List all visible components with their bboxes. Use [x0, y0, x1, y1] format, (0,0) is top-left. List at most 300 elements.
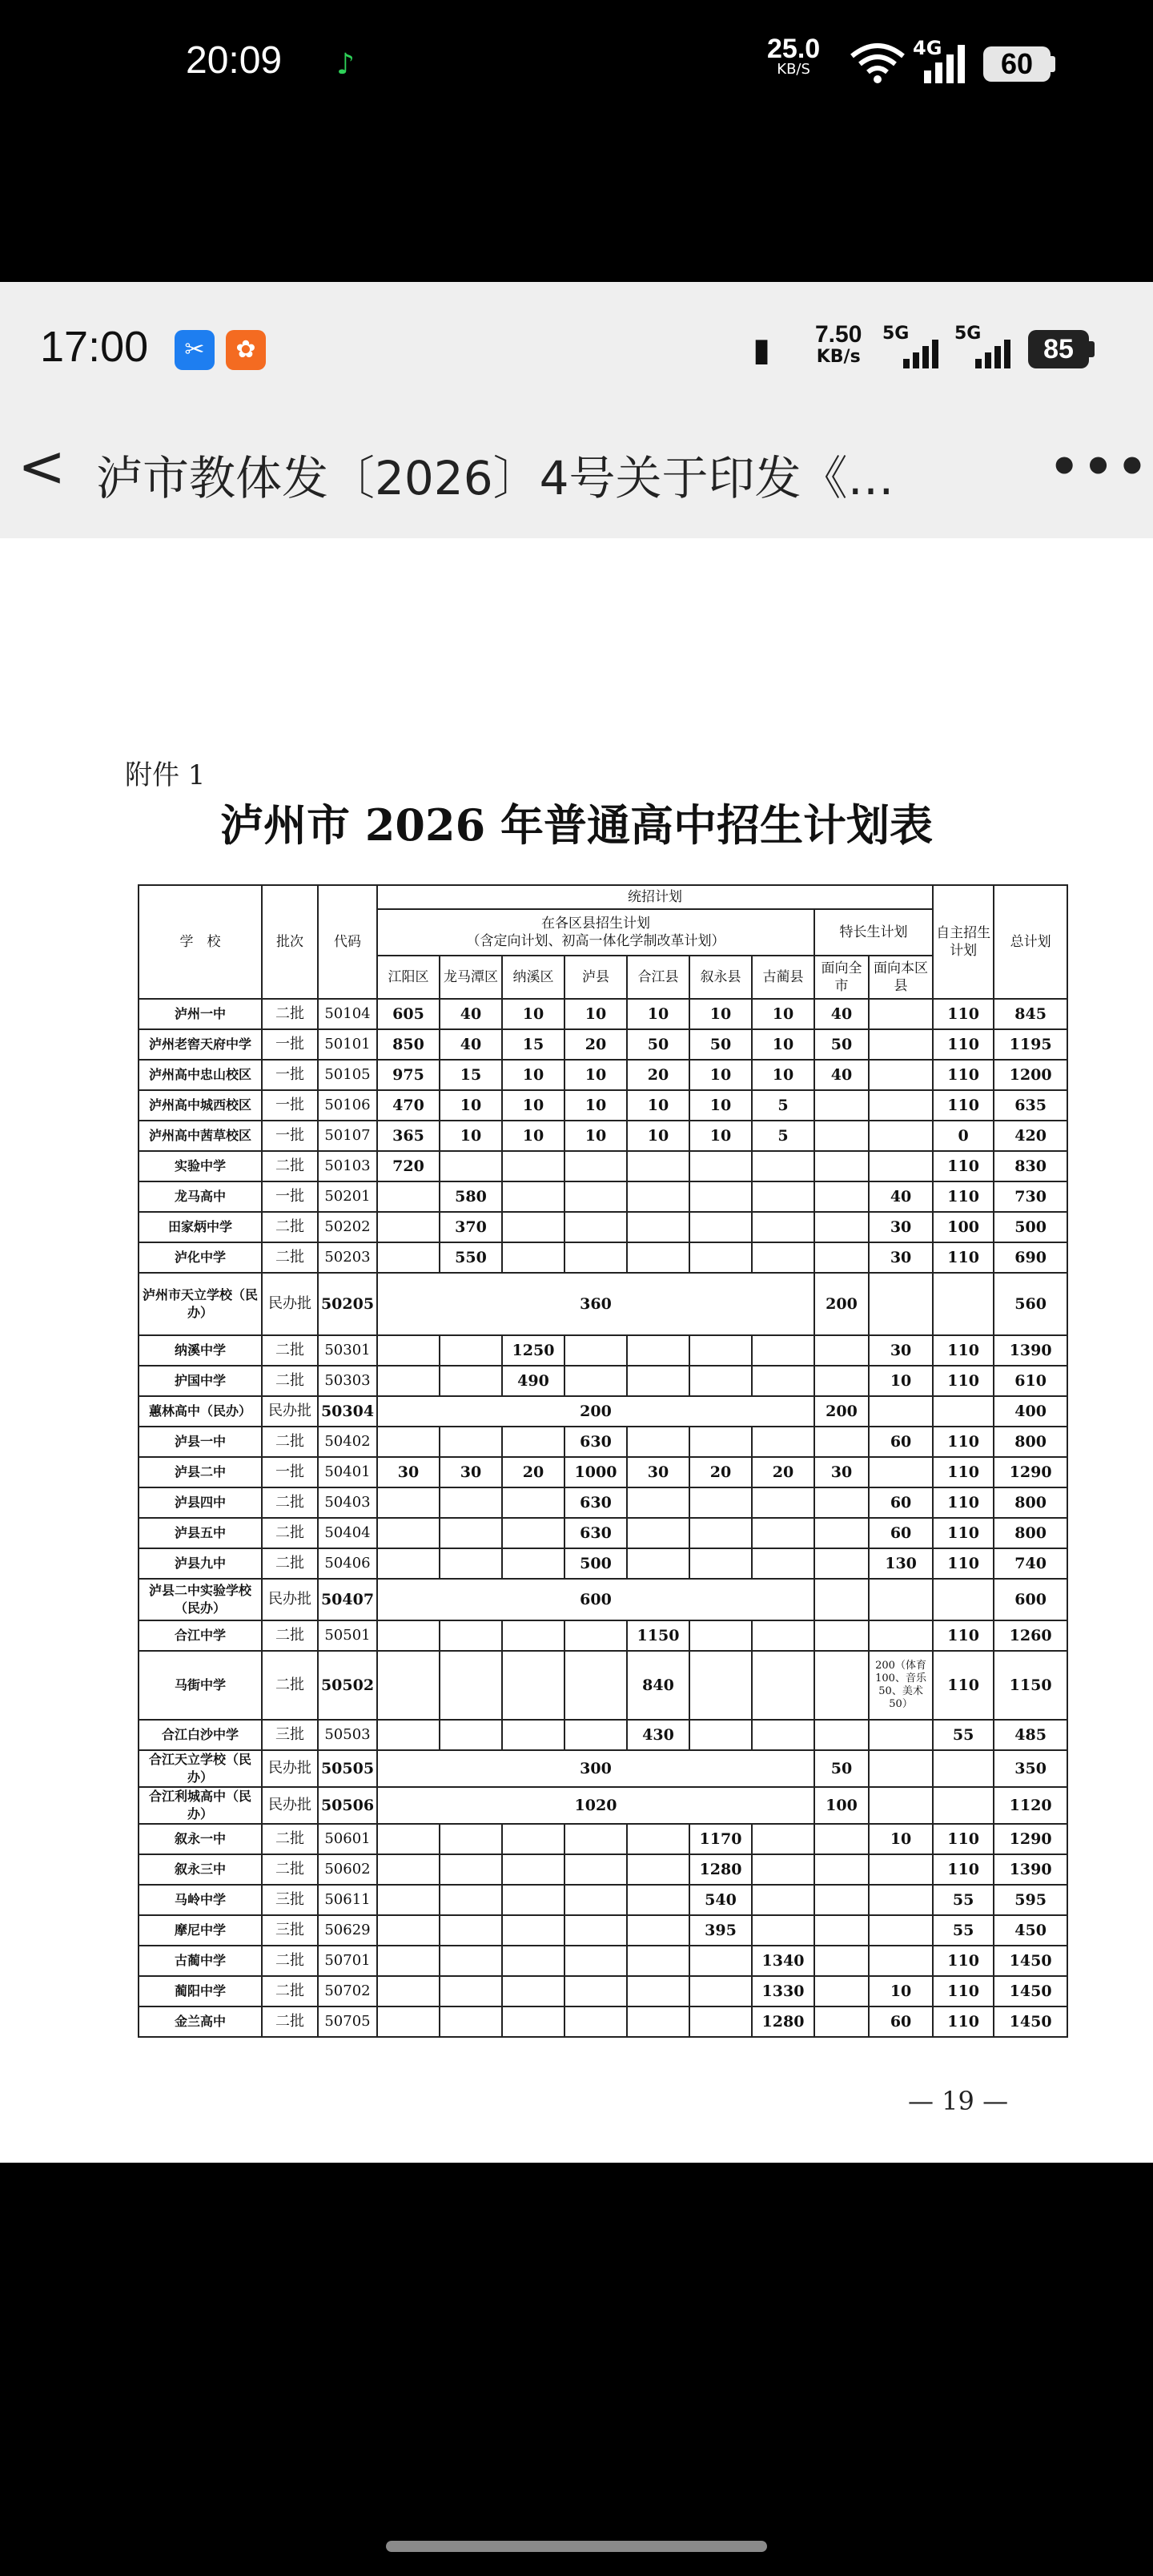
table-cell: 二批: [262, 1976, 318, 2006]
table-cell: 110: [933, 1620, 994, 1651]
table-cell: 130: [869, 1548, 933, 1579]
table-cell: [502, 1651, 564, 1720]
school-name-cell: 金兰高中: [139, 2006, 262, 2037]
table-cell: 470: [377, 1090, 440, 1121]
table-cell: 110: [933, 1335, 994, 1366]
table-cell: 二批: [262, 1366, 318, 1396]
table-cell: [377, 1824, 440, 1854]
table-cell: 110: [933, 1151, 994, 1181]
table-cell: [814, 1548, 869, 1579]
school-name-cell: 护国中学: [139, 1366, 262, 1396]
table-cell: [564, 1181, 627, 1212]
table-cell: 1280: [752, 2006, 814, 2037]
sim2-label: 5G: [954, 324, 982, 344]
table-cell: 55: [933, 1885, 994, 1915]
table-cell: 50701: [318, 1946, 377, 1976]
table-row: [139, 1273, 1067, 1335]
school-name-cell: 摩尼中学: [139, 1915, 262, 1946]
table-cell: 1120: [994, 1787, 1067, 1824]
table-row: [139, 1976, 1067, 2006]
table-cell: 10: [502, 1121, 564, 1151]
school-name-cell: 马岭中学: [139, 1885, 262, 1915]
table-cell: 60: [869, 1427, 933, 1457]
table-cell: [689, 1720, 752, 1750]
table-cell: [689, 1427, 752, 1457]
table-cell: 三批: [262, 1915, 318, 1946]
table-row: [139, 1457, 1067, 1487]
table-cell: [377, 2006, 440, 2037]
table-row: [139, 1651, 1067, 1720]
table-cell: 50702: [318, 1976, 377, 2006]
table-cell: [440, 1487, 502, 1518]
table-cell: 二批: [262, 1518, 318, 1548]
table-cell: [377, 1720, 440, 1750]
table-cell: [377, 1946, 440, 1976]
table-cell: 730: [994, 1181, 1067, 1212]
table-cell: [689, 1366, 752, 1396]
table-cell: [502, 1242, 564, 1273]
table-cell: 三批: [262, 1720, 318, 1750]
table-cell: 50402: [318, 1427, 377, 1457]
header-district-3: 泸县: [564, 956, 627, 999]
table-cell: 110: [933, 1366, 994, 1396]
table-row: [139, 2006, 1067, 2037]
header-code: 代码: [318, 885, 377, 999]
school-name-cell: 合江中学: [139, 1620, 262, 1651]
table-cell: 10: [869, 1366, 933, 1396]
school-name-cell: 泸化中学: [139, 1242, 262, 1273]
header-district-1: 龙马潭区: [440, 956, 502, 999]
vibrate-icon: ▮: [753, 332, 771, 368]
table-cell: 二批: [262, 2006, 318, 2037]
table-cell: 50202: [318, 1212, 377, 1242]
table-cell: [627, 1242, 689, 1273]
table-cell: 三批: [262, 1885, 318, 1915]
table-cell: 民办批: [262, 1787, 318, 1824]
school-name-cell: 泸州一中: [139, 999, 262, 1029]
table-cell: [440, 1366, 502, 1396]
table-cell: [377, 1212, 440, 1242]
table-cell: 10: [752, 1029, 814, 1060]
table-cell: 40: [814, 999, 869, 1029]
app-notification-icon: ✂: [175, 330, 215, 370]
table-cell: [627, 1915, 689, 1946]
table-cell: [689, 1548, 752, 1579]
table-cell: 550: [440, 1242, 502, 1273]
school-name-cell: 叙永一中: [139, 1824, 262, 1854]
table-cell: 二批: [262, 1151, 318, 1181]
wifi-icon: [849, 42, 906, 83]
table-cell: 10: [689, 1060, 752, 1090]
table-cell: [627, 1854, 689, 1885]
table-cell: [689, 1335, 752, 1366]
table-cell: [869, 1457, 933, 1487]
table-cell: 400: [994, 1396, 1067, 1427]
table-cell: 二批: [262, 1548, 318, 1579]
table-cell: 10: [564, 1121, 627, 1151]
table-cell: 1330: [752, 1976, 814, 2006]
table-cell: [502, 1824, 564, 1854]
table-cell: [814, 1720, 869, 1750]
table-cell: 15: [502, 1029, 564, 1060]
table-cell: [752, 1620, 814, 1651]
table-cell: 10: [564, 1060, 627, 1090]
table-cell: [869, 1151, 933, 1181]
header-district-5: 叙永县: [689, 956, 752, 999]
table-cell: 110: [933, 1181, 994, 1212]
table-row: [139, 1029, 1067, 1060]
merged-unified-cell: 200: [377, 1396, 814, 1427]
table-cell: 630: [564, 1487, 627, 1518]
table-cell: 50303: [318, 1366, 377, 1396]
table-cell: 830: [994, 1151, 1067, 1181]
table-cell: [564, 1651, 627, 1720]
back-button[interactable]: <: [18, 433, 66, 500]
table-row: [139, 1242, 1067, 1273]
inner-speed-value: 7.50: [815, 321, 862, 348]
inner-battery-icon: [1089, 341, 1095, 357]
school-name-cell: 泸州高中城西校区: [139, 1090, 262, 1121]
table-row: [139, 1885, 1067, 1915]
school-name-cell: 泸州高中忠山校区: [139, 1060, 262, 1090]
outer-network-type: 4G: [913, 37, 942, 59]
table-cell: 一批: [262, 1121, 318, 1151]
table-row: [139, 1427, 1067, 1457]
school-name-cell: 蕙林高中（民办）: [139, 1396, 262, 1427]
table-cell: 一批: [262, 1029, 318, 1060]
table-row: [139, 1487, 1067, 1518]
table-cell: [440, 1518, 502, 1548]
table-cell: 110: [933, 1854, 994, 1885]
table-cell: 1390: [994, 1854, 1067, 1885]
table-cell: 50201: [318, 1181, 377, 1212]
table-cell: [564, 1151, 627, 1181]
merged-unified-cell: 360: [377, 1273, 814, 1335]
merged-unified-cell: 300: [377, 1750, 814, 1787]
table-cell: 975: [377, 1060, 440, 1090]
table-cell: 一批: [262, 1060, 318, 1090]
school-name-cell: 合江天立学校（民办）: [139, 1750, 262, 1787]
page-title: 泸市教体发〔2026〕4号关于印发《…: [96, 451, 894, 505]
table-cell: 50107: [318, 1121, 377, 1151]
outer-battery-level: 60: [983, 46, 1051, 82]
header-batch: 批次: [262, 885, 318, 999]
table-cell: 50: [627, 1029, 689, 1060]
table-cell: 110: [933, 1029, 994, 1060]
header-unified-plan: 统招计划: [377, 885, 933, 909]
table-cell: 55: [933, 1720, 994, 1750]
inner-speed-unit: KB/s: [816, 347, 861, 367]
table-cell: [869, 1579, 933, 1620]
table-cell: 720: [377, 1151, 440, 1181]
table-cell: 690: [994, 1242, 1067, 1273]
outer-network-speed: [767, 34, 821, 80]
table-cell: 民办批: [262, 1396, 318, 1427]
table-cell: 580: [440, 1181, 502, 1212]
table-cell: [752, 1915, 814, 1946]
table-cell: 630: [564, 1518, 627, 1548]
table-cell: [377, 1335, 440, 1366]
school-name-cell: 泸县二中实验学校（民办）: [139, 1579, 262, 1620]
sim1-label: 5G: [882, 324, 910, 344]
table-cell: 10: [440, 1121, 502, 1151]
table-cell: 110: [933, 1242, 994, 1273]
table-cell: 50505: [318, 1750, 377, 1787]
table-cell: [869, 1885, 933, 1915]
table-cell: [752, 1242, 814, 1273]
table-cell: 50601: [318, 1824, 377, 1854]
table-cell: [869, 1029, 933, 1060]
table-row: [139, 1750, 1067, 1787]
inner-status-time: 17:00: [40, 323, 149, 371]
table-cell: 800: [994, 1427, 1067, 1457]
sim2-signal-icon: [954, 324, 1018, 372]
table-cell: 20: [689, 1457, 752, 1487]
table-cell: [377, 1885, 440, 1915]
table-cell: 40: [814, 1060, 869, 1090]
table-cell: [814, 1976, 869, 2006]
table-cell: 845: [994, 999, 1067, 1029]
table-cell: [869, 1396, 933, 1427]
table-cell: 10: [502, 1090, 564, 1121]
table-cell: [814, 1518, 869, 1548]
table-cell: 110: [933, 1518, 994, 1548]
table-cell: [377, 1518, 440, 1548]
table-cell: 430: [627, 1720, 689, 1750]
table-cell: [814, 1915, 869, 1946]
table-cell: 395: [689, 1915, 752, 1946]
table-cell: 50: [689, 1029, 752, 1060]
table-cell: 10: [627, 1121, 689, 1151]
table-cell: 630: [564, 1427, 627, 1457]
table-cell: 50629: [318, 1915, 377, 1946]
table-cell: 10: [752, 1060, 814, 1090]
table-cell: [627, 1335, 689, 1366]
table-cell: [752, 1548, 814, 1579]
table-cell: 595: [994, 1885, 1067, 1915]
table-cell: [627, 1824, 689, 1854]
table-cell: [869, 1854, 933, 1885]
table-cell: 60: [869, 2006, 933, 2037]
table-cell: 30: [627, 1457, 689, 1487]
battery-icon: [1051, 56, 1055, 72]
table-cell: [377, 1548, 440, 1579]
table-cell: 二批: [262, 1212, 318, 1242]
sim1-signal-icon: [882, 324, 946, 372]
school-name-cell: 蔺阳中学: [139, 1976, 262, 2006]
table-cell: [377, 1651, 440, 1720]
table-row: [139, 1579, 1067, 1620]
table-cell: 40: [440, 1029, 502, 1060]
table-cell: 10: [502, 1060, 564, 1090]
table-cell: 二批: [262, 1242, 318, 1273]
table-cell: [627, 1212, 689, 1242]
header-special-plan: 特长生计划: [814, 909, 933, 956]
table-cell: [502, 1946, 564, 1976]
table-cell: 1260: [994, 1620, 1067, 1651]
table-cell: 110: [933, 1060, 994, 1090]
table-cell: 50101: [318, 1029, 377, 1060]
table-cell: 二批: [262, 1427, 318, 1457]
school-name-cell: 实验中学: [139, 1151, 262, 1181]
table-cell: 10: [564, 999, 627, 1029]
table-cell: 10: [502, 999, 564, 1029]
table-row: [139, 1181, 1067, 1212]
table-cell: [627, 1427, 689, 1457]
table-cell: 50: [814, 1750, 869, 1787]
table-cell: [440, 1335, 502, 1366]
table-cell: [502, 1548, 564, 1579]
school-name-cell: 合江利城高中（民办）: [139, 1787, 262, 1824]
table-cell: 1150: [994, 1651, 1067, 1720]
table-cell: 10: [564, 1090, 627, 1121]
table-cell: [627, 2006, 689, 2037]
table-cell: [440, 1885, 502, 1915]
table-cell: [869, 1620, 933, 1651]
table-cell: 民办批: [262, 1579, 318, 1620]
table-cell: [689, 1518, 752, 1548]
table-cell: 1450: [994, 1976, 1067, 2006]
school-name-cell: 泸县一中: [139, 1427, 262, 1457]
table-cell: [869, 999, 933, 1029]
table-cell: 1290: [994, 1457, 1067, 1487]
table-cell: 110: [933, 1548, 994, 1579]
table-cell: [502, 1976, 564, 2006]
table-cell: [752, 1854, 814, 1885]
table-cell: 610: [994, 1366, 1067, 1396]
table-cell: [502, 1854, 564, 1885]
more-options-button[interactable]: •••: [1049, 439, 1151, 495]
table-cell: 1170: [689, 1824, 752, 1854]
table-cell: [814, 1212, 869, 1242]
table-cell: [564, 1946, 627, 1976]
table-row: [139, 1518, 1067, 1548]
header-district-2: 纳溪区: [502, 956, 564, 999]
school-name-cell: 古蔺中学: [139, 1946, 262, 1976]
table-cell: [627, 1946, 689, 1976]
table-cell: [814, 1854, 869, 1885]
table-cell: [752, 1366, 814, 1396]
table-row: [139, 1787, 1067, 1824]
table-cell: 10: [689, 1121, 752, 1151]
table-cell: 60: [869, 1518, 933, 1548]
table-cell: [564, 1212, 627, 1242]
table-cell: [564, 1976, 627, 2006]
table-cell: [564, 1885, 627, 1915]
table-cell: 605: [377, 999, 440, 1029]
table-cell: 二批: [262, 1854, 318, 1885]
table-cell: [564, 1720, 627, 1750]
table-cell: [689, 1651, 752, 1720]
table-cell: [814, 1242, 869, 1273]
table-cell: [627, 1151, 689, 1181]
table-cell: 20: [752, 1457, 814, 1487]
school-name-cell: 泸州老窖天府中学: [139, 1029, 262, 1060]
table-cell: [752, 1151, 814, 1181]
table-cell: [440, 1720, 502, 1750]
header-total-plan: 总计划: [994, 885, 1067, 999]
table-cell: 二批: [262, 999, 318, 1029]
table-cell: 110: [933, 999, 994, 1029]
table-cell: [933, 1396, 994, 1427]
table-cell: [627, 1366, 689, 1396]
school-name-cell: 泸县二中: [139, 1457, 262, 1487]
table-row: [139, 1720, 1067, 1750]
table-cell: [377, 1854, 440, 1885]
table-cell: 840: [627, 1651, 689, 1720]
table-cell: [814, 1366, 869, 1396]
table-cell: [689, 1242, 752, 1273]
outer-status-time: 20:09: [186, 39, 283, 82]
table-cell: 50611: [318, 1885, 377, 1915]
table-cell: 50: [814, 1029, 869, 1060]
table-row: [139, 999, 1067, 1029]
school-name-cell: 泸州高中茜草校区: [139, 1121, 262, 1151]
table-cell: [752, 1518, 814, 1548]
table-cell: 50301: [318, 1335, 377, 1366]
table-cell: 485: [994, 1720, 1067, 1750]
table-cell: [869, 1787, 933, 1824]
table-cell: [440, 1946, 502, 1976]
table-cell: [689, 2006, 752, 2037]
table-cell: 1450: [994, 2006, 1067, 2037]
table-cell: 40: [869, 1181, 933, 1212]
school-name-cell: 龙马高中: [139, 1181, 262, 1212]
table-cell: 50203: [318, 1242, 377, 1273]
table-cell: 370: [440, 1212, 502, 1242]
table-cell: [814, 1579, 869, 1620]
table-cell: [564, 1915, 627, 1946]
app-notification-icon-2: ✿: [226, 330, 266, 370]
outer-speed-value: 25.0: [767, 34, 821, 64]
table-cell: [814, 1121, 869, 1151]
table-cell: 540: [689, 1885, 752, 1915]
table-cell: 30: [869, 1242, 933, 1273]
table-row: [139, 1548, 1067, 1579]
table-cell: [564, 1620, 627, 1651]
table-cell: [814, 2006, 869, 2037]
table-row: [139, 1151, 1067, 1181]
table-cell: [377, 1915, 440, 1946]
district-plan-note: （含定向计划、初高一体化学制改革计划）: [466, 933, 725, 949]
table-cell: 10: [627, 999, 689, 1029]
table-cell: 二批: [262, 1487, 318, 1518]
table-row: [139, 1090, 1067, 1121]
table-cell: 10: [752, 999, 814, 1029]
table-cell: [440, 1548, 502, 1579]
table-cell: 10: [440, 1090, 502, 1121]
table-cell: [377, 1181, 440, 1212]
table-cell: [814, 1487, 869, 1518]
table-cell: 1195: [994, 1029, 1067, 1060]
signal-strength-icon: [921, 40, 977, 85]
table-cell: [814, 1151, 869, 1181]
table-cell: 110: [933, 1457, 994, 1487]
table-row: [139, 1366, 1067, 1396]
table-cell: [377, 1976, 440, 2006]
table-cell: [440, 2006, 502, 2037]
table-cell: [377, 1366, 440, 1396]
table-cell: [627, 1487, 689, 1518]
home-indicator[interactable]: [386, 2541, 767, 2552]
table-cell: 200: [814, 1273, 869, 1335]
table-cell: [869, 1273, 933, 1335]
table-cell: 110: [933, 2006, 994, 2037]
table-cell: [869, 1915, 933, 1946]
inner-network-speed: [815, 321, 862, 368]
table-cell: [627, 1518, 689, 1548]
page-number: — 19 —: [908, 2086, 1009, 2116]
